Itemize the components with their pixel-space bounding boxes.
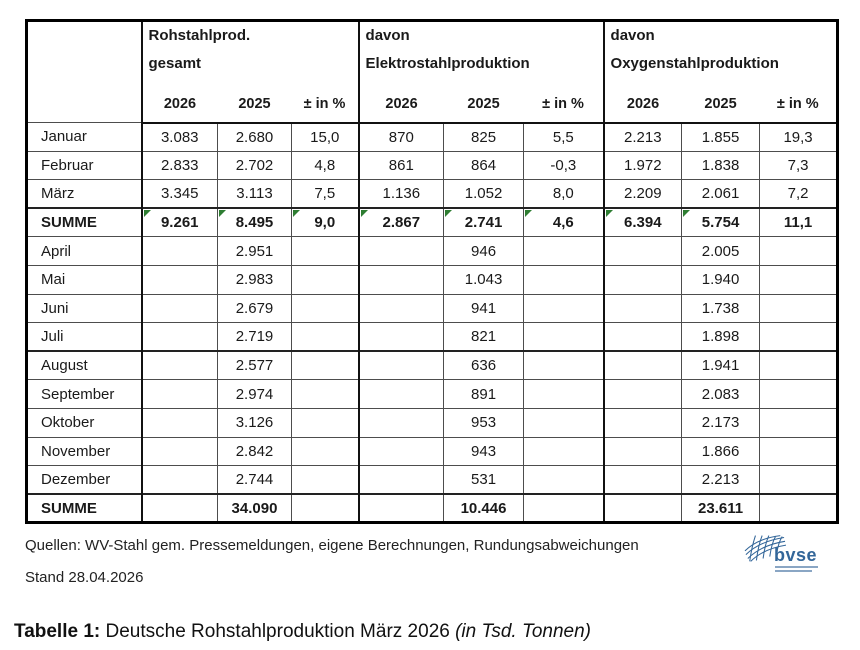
group-header-oxygenstahl xyxy=(604,21,838,87)
data-cell xyxy=(359,123,444,152)
year-header: 2026 xyxy=(604,87,682,123)
cell-value: 891 xyxy=(471,385,497,403)
cell-value: 1.052 xyxy=(464,185,503,203)
data-cell xyxy=(142,466,218,495)
data-cell xyxy=(359,437,444,466)
cell-value: 3.126 xyxy=(235,414,274,432)
data-cell xyxy=(760,151,838,180)
cell-value: 1.043 xyxy=(464,271,503,289)
group-header-gesamt xyxy=(142,21,359,87)
data-cell xyxy=(142,294,218,323)
data-cell xyxy=(524,380,604,409)
data-cell xyxy=(760,180,838,209)
row-label xyxy=(27,408,142,437)
cell-value: 2.680 xyxy=(235,128,274,146)
data-cell xyxy=(218,437,292,466)
group-title-line: Oxygenstahlproduktion xyxy=(610,55,779,72)
row-label xyxy=(27,380,142,409)
bvse-wordmark: bvse xyxy=(774,545,818,566)
row-label-text: November xyxy=(41,442,111,460)
data-cell xyxy=(604,123,682,152)
data-cell xyxy=(359,151,444,180)
data-cell xyxy=(604,380,682,409)
year-header-row xyxy=(27,87,838,123)
data-cell xyxy=(444,351,524,380)
year-header: ± in % xyxy=(292,87,359,123)
row-label-text: Juli xyxy=(41,328,64,346)
data-cell xyxy=(524,437,604,466)
data-cell xyxy=(359,294,444,323)
cell-value: 2.951 xyxy=(235,242,274,260)
cell-value: 1.940 xyxy=(701,271,740,289)
data-cell xyxy=(524,294,604,323)
table-caption xyxy=(14,621,860,643)
group-title-line: gesamt xyxy=(148,55,202,72)
cell-value: -0,3 xyxy=(550,156,577,174)
cell-value: 2.867 xyxy=(382,214,421,232)
data-cell xyxy=(604,466,682,495)
table-row xyxy=(27,294,838,323)
data-cell xyxy=(682,151,760,180)
row-label xyxy=(27,351,142,380)
cell-value: 825 xyxy=(471,128,497,146)
data-cell xyxy=(524,180,604,209)
row-label-text: September xyxy=(41,385,115,403)
table-row xyxy=(27,265,838,294)
cell-value: 3.113 xyxy=(236,185,273,203)
cell-value: 8.495 xyxy=(235,214,274,232)
corner-cell xyxy=(27,21,142,123)
row-label-text: März xyxy=(41,185,75,203)
group-header-row xyxy=(27,21,838,87)
cell-value: 5,5 xyxy=(552,128,574,146)
data-cell xyxy=(218,351,292,380)
cell-value: 23.611 xyxy=(698,499,744,517)
cell-value: 953 xyxy=(471,414,497,432)
data-cell xyxy=(359,351,444,380)
data-cell xyxy=(292,380,359,409)
data-cell xyxy=(142,151,218,180)
cell-value: 2.209 xyxy=(624,185,662,203)
cell-value: 1.855 xyxy=(701,128,740,146)
data-cell xyxy=(604,351,682,380)
row-label xyxy=(27,494,142,523)
data-cell xyxy=(444,408,524,437)
group-title-line: Elektrostahlproduktion xyxy=(365,55,530,72)
data-cell xyxy=(359,237,444,266)
data-cell xyxy=(524,265,604,294)
table-row xyxy=(27,151,838,180)
year-header: 2025 xyxy=(682,87,760,123)
row-label xyxy=(27,208,142,237)
cell-value: 34.090 xyxy=(231,499,278,517)
data-cell xyxy=(760,323,838,352)
data-cell xyxy=(218,294,292,323)
data-cell xyxy=(604,151,682,180)
cell-value: 821 xyxy=(471,328,497,346)
cell-value: 1.136 xyxy=(382,185,421,203)
data-cell xyxy=(218,494,292,523)
cell-value: 5.754 xyxy=(701,214,740,232)
cell-value: 4,8 xyxy=(314,156,336,174)
cell-value: 943 xyxy=(471,442,497,460)
row-label-text: Juni xyxy=(41,299,69,317)
table-row xyxy=(27,437,838,466)
year-header: 2026 xyxy=(142,87,218,123)
data-cell xyxy=(760,408,838,437)
data-cell xyxy=(524,494,604,523)
cell-value: 2.173 xyxy=(701,414,740,432)
data-cell xyxy=(524,466,604,495)
data-cell xyxy=(218,466,292,495)
data-cell xyxy=(760,123,838,152)
data-cell xyxy=(359,380,444,409)
cell-value: 2.702 xyxy=(235,156,274,174)
row-label xyxy=(27,265,142,294)
green-corner-mark xyxy=(525,210,532,217)
green-corner-mark xyxy=(144,210,151,217)
data-cell xyxy=(760,208,838,237)
data-cell xyxy=(760,294,838,323)
cell-value: 2.679 xyxy=(235,299,274,317)
data-cell xyxy=(292,151,359,180)
data-cell xyxy=(292,323,359,352)
data-cell xyxy=(524,237,604,266)
tagline-bar xyxy=(775,566,818,568)
sources-note: Quellen: WV-Stahl gem. Pressemeldungen, eigene Berechnungen, Rundungsabweichungen xyxy=(25,537,639,555)
data-cell xyxy=(444,494,524,523)
data-cell xyxy=(292,351,359,380)
cell-value: 864 xyxy=(471,156,497,174)
data-cell xyxy=(218,323,292,352)
data-cell xyxy=(760,466,838,495)
row-label xyxy=(27,237,142,266)
data-cell xyxy=(218,151,292,180)
data-cell xyxy=(292,494,359,523)
green-corner-mark xyxy=(293,210,300,217)
cell-value: 2.833 xyxy=(160,156,199,174)
data-cell xyxy=(682,437,760,466)
data-cell xyxy=(218,208,292,237)
data-cell xyxy=(604,265,682,294)
cell-value: 4,6 xyxy=(552,214,574,232)
data-cell xyxy=(218,265,292,294)
data-cell xyxy=(142,494,218,523)
group-title-line: davon xyxy=(610,27,655,44)
tagline-bar xyxy=(775,570,812,572)
data-cell xyxy=(682,294,760,323)
cell-value: 861 xyxy=(388,156,414,174)
table-row xyxy=(27,208,838,237)
cell-value: 8,0 xyxy=(552,185,574,203)
year-header: 2026 xyxy=(359,87,444,123)
caption-unit: (in Tsd. Tonnen) xyxy=(455,621,592,643)
cell-value: 1.866 xyxy=(701,442,740,460)
data-cell xyxy=(444,208,524,237)
data-cell xyxy=(292,208,359,237)
data-cell xyxy=(604,294,682,323)
data-cell xyxy=(524,323,604,352)
cell-value: 2.061 xyxy=(701,185,740,203)
data-cell xyxy=(142,323,218,352)
data-cell xyxy=(218,180,292,209)
data-cell xyxy=(604,237,682,266)
group-title-line: Rohstahlprod. xyxy=(148,27,251,44)
data-cell xyxy=(142,265,218,294)
cell-value: 2.005 xyxy=(701,242,740,260)
row-label xyxy=(27,466,142,495)
row-label-text: SUMME xyxy=(41,499,97,517)
table-row xyxy=(27,494,838,523)
data-cell xyxy=(444,180,524,209)
data-cell xyxy=(218,237,292,266)
data-cell xyxy=(292,466,359,495)
data-cell xyxy=(292,294,359,323)
data-cell xyxy=(359,408,444,437)
year-header: 2025 xyxy=(444,87,524,123)
data-cell xyxy=(682,265,760,294)
row-label xyxy=(27,151,142,180)
cell-value: 9,0 xyxy=(314,214,336,232)
data-cell xyxy=(604,323,682,352)
data-cell xyxy=(218,123,292,152)
row-label-text: Februar xyxy=(41,156,94,174)
cell-value: 9.261 xyxy=(160,214,199,232)
data-cell xyxy=(682,466,760,495)
data-cell xyxy=(142,351,218,380)
table-row xyxy=(27,123,838,152)
data-cell xyxy=(359,208,444,237)
data-cell xyxy=(760,265,838,294)
green-corner-mark xyxy=(683,210,690,217)
cell-value: 2.974 xyxy=(235,385,274,403)
data-cell xyxy=(604,208,682,237)
data-cell xyxy=(292,437,359,466)
row-label xyxy=(27,180,142,209)
data-cell xyxy=(682,208,760,237)
data-cell xyxy=(359,494,444,523)
cell-value: 3.083 xyxy=(160,128,199,146)
row-label xyxy=(27,437,142,466)
green-corner-mark xyxy=(445,210,452,217)
table-row xyxy=(27,408,838,437)
data-cell xyxy=(760,237,838,266)
table-row xyxy=(27,351,838,380)
cell-value: 10.446 xyxy=(460,499,507,517)
year-header: ± in % xyxy=(760,87,838,123)
data-cell xyxy=(682,323,760,352)
logo-tagline xyxy=(775,566,818,574)
data-cell xyxy=(682,180,760,209)
row-label xyxy=(27,123,142,152)
cell-value: 2.083 xyxy=(701,385,740,403)
row-label-text: Januar xyxy=(41,128,87,146)
data-cell xyxy=(604,437,682,466)
data-cell xyxy=(292,123,359,152)
data-cell xyxy=(142,437,218,466)
data-cell xyxy=(760,494,838,523)
data-cell xyxy=(760,351,838,380)
data-cell xyxy=(444,237,524,266)
cell-value: 1.972 xyxy=(624,156,662,174)
data-cell xyxy=(682,380,760,409)
data-cell xyxy=(359,323,444,352)
table-row xyxy=(27,380,838,409)
cell-value: 15,0 xyxy=(310,128,340,146)
data-cell xyxy=(682,408,760,437)
data-cell xyxy=(142,380,218,409)
data-cell xyxy=(444,151,524,180)
data-cell xyxy=(444,466,524,495)
data-cell xyxy=(444,123,524,152)
cell-value: 3.345 xyxy=(160,185,199,203)
data-cell xyxy=(142,123,218,152)
cell-value: 870 xyxy=(388,128,414,146)
cell-value: 2.744 xyxy=(235,471,274,489)
caption-prefix: Tabelle 1: xyxy=(14,621,101,643)
cell-value: 2.577 xyxy=(235,357,274,375)
year-header: 2025 xyxy=(218,87,292,123)
cell-value: 2.213 xyxy=(624,128,662,146)
cell-value: 7,5 xyxy=(314,185,336,203)
data-cell xyxy=(604,180,682,209)
cell-value: 1.838 xyxy=(701,156,740,174)
data-cell xyxy=(682,494,760,523)
cell-value: 11,1 xyxy=(783,214,813,232)
data-cell xyxy=(292,180,359,209)
table-row xyxy=(27,180,838,209)
data-cell xyxy=(142,180,218,209)
cell-value: 1.898 xyxy=(701,328,740,346)
table-body xyxy=(27,123,838,523)
table-row xyxy=(27,466,838,495)
row-label xyxy=(27,294,142,323)
data-cell xyxy=(524,351,604,380)
data-cell xyxy=(142,408,218,437)
data-cell xyxy=(359,180,444,209)
data-cell xyxy=(524,208,604,237)
cell-value: 941 xyxy=(471,299,497,317)
cell-value: 2.213 xyxy=(701,471,740,489)
data-cell xyxy=(524,408,604,437)
data-cell xyxy=(524,151,604,180)
data-cell xyxy=(292,265,359,294)
cell-value: 7,2 xyxy=(787,185,809,203)
data-cell xyxy=(142,208,218,237)
table-row xyxy=(27,237,838,266)
row-label xyxy=(27,323,142,352)
cell-value: 7,3 xyxy=(787,156,809,174)
cell-value: 2.983 xyxy=(235,271,274,289)
green-corner-mark xyxy=(606,210,613,217)
cell-value: 2.719 xyxy=(235,328,274,346)
data-cell xyxy=(444,437,524,466)
cell-value: 531 xyxy=(471,471,497,489)
cell-value: 1.941 xyxy=(701,357,740,375)
data-cell xyxy=(218,408,292,437)
row-label-text: August xyxy=(41,357,88,375)
data-cell xyxy=(444,323,524,352)
caption-title: Deutsche Rohstahlproduktion März 2026 xyxy=(100,621,456,643)
cell-value: 2.741 xyxy=(464,214,503,232)
data-cell xyxy=(682,237,760,266)
data-cell xyxy=(604,408,682,437)
data-cell xyxy=(444,265,524,294)
data-cell xyxy=(444,294,524,323)
stand-date: Stand 28.04.2026 xyxy=(25,569,144,587)
data-cell xyxy=(218,380,292,409)
green-corner-mark xyxy=(361,210,368,217)
data-cell xyxy=(604,494,682,523)
data-cell xyxy=(760,437,838,466)
row-label-text: SUMME xyxy=(41,214,97,232)
data-cell xyxy=(292,237,359,266)
table-row xyxy=(27,323,838,352)
data-cell xyxy=(359,466,444,495)
group-header-elektrostahl xyxy=(359,21,604,87)
data-cell xyxy=(524,123,604,152)
cell-value: 6.394 xyxy=(624,214,662,232)
data-cell xyxy=(760,380,838,409)
cell-value: 946 xyxy=(471,242,497,260)
year-header: ± in % xyxy=(524,87,604,123)
data-cell xyxy=(444,380,524,409)
group-title-line: davon xyxy=(365,27,410,44)
cell-value: 1.738 xyxy=(701,299,740,317)
row-label-text: Mai xyxy=(41,271,66,289)
data-cell xyxy=(682,351,760,380)
data-cell xyxy=(682,123,760,152)
row-label-text: Oktober xyxy=(41,414,95,432)
row-label-text: April xyxy=(41,242,72,260)
row-label-text: Dezember xyxy=(41,471,111,489)
cell-value: 19,3 xyxy=(783,128,813,146)
data-cell xyxy=(142,237,218,266)
cell-value: 2.842 xyxy=(235,442,274,460)
data-cell xyxy=(359,265,444,294)
data-cell xyxy=(292,408,359,437)
cell-value: 636 xyxy=(471,357,497,375)
steel-production-table xyxy=(25,19,839,524)
green-corner-mark xyxy=(219,210,226,217)
table-footer xyxy=(25,537,836,587)
